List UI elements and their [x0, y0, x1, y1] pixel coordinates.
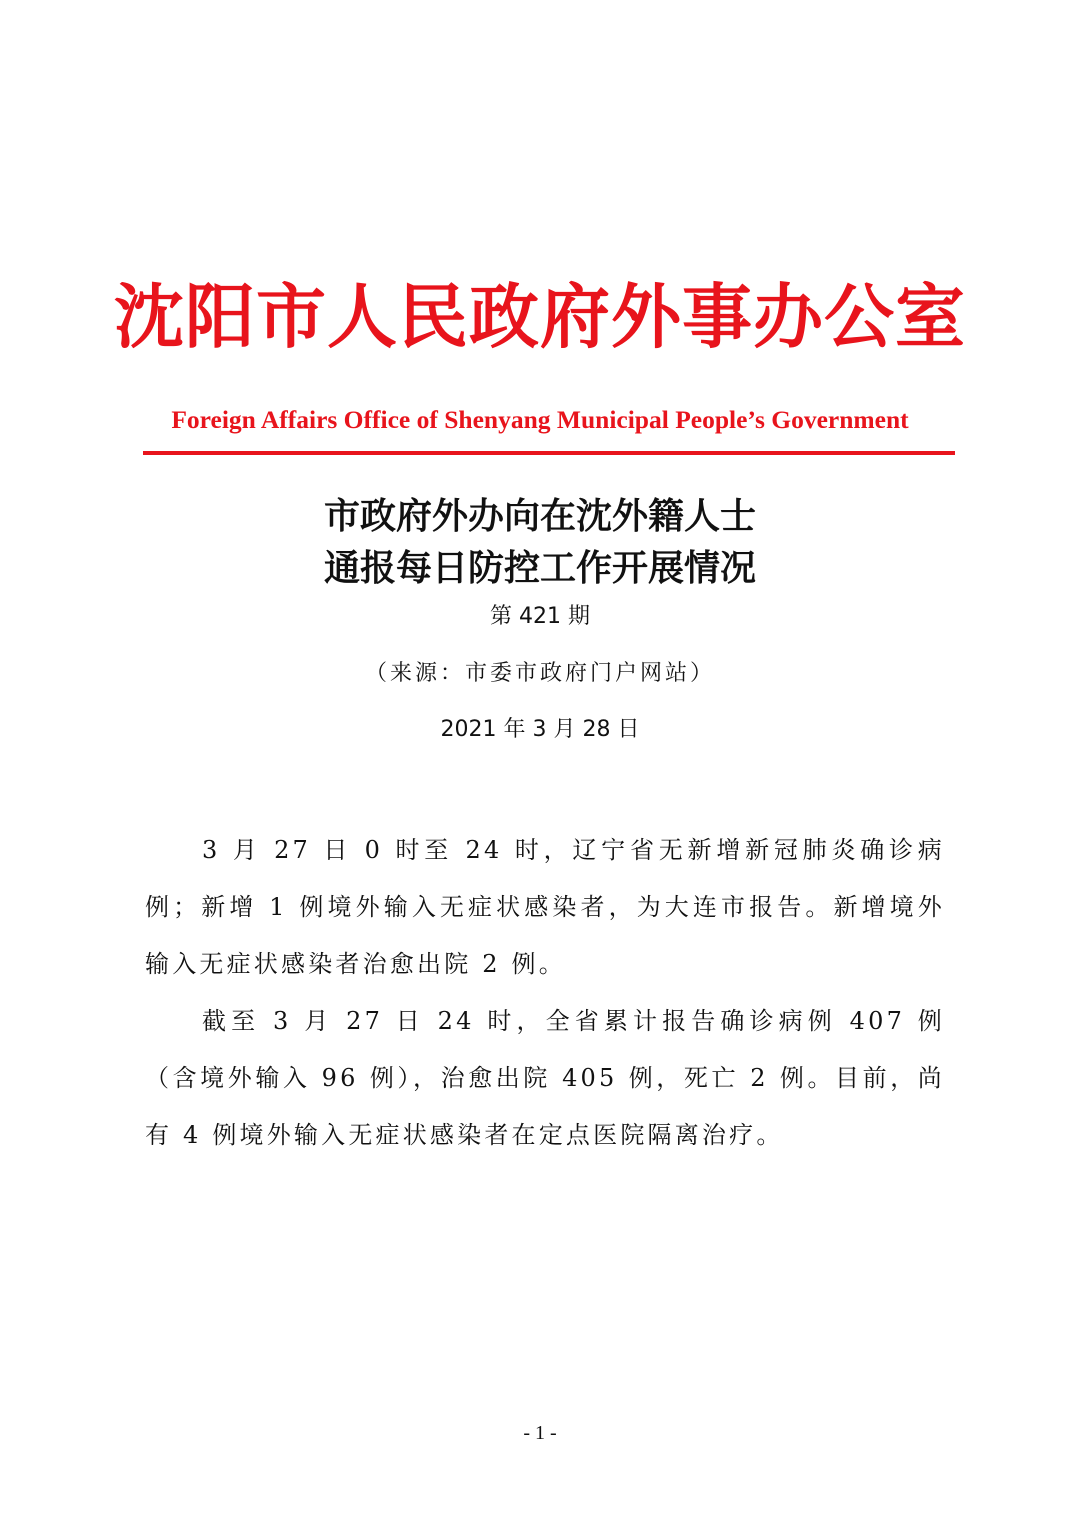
org-name-chinese: 沈阳市人民政府外事办公室 [114, 275, 966, 358]
publication-date: 2021 年 3 月 28 日 [440, 717, 640, 742]
page-number: - 1 - [523, 1422, 557, 1444]
body-content [145, 822, 945, 1164]
org-name-english: Foreign Affairs Office of Shenyang Municipal People’s Government [171, 405, 909, 434]
issue-number: 第 421 期 [490, 604, 590, 629]
body-paragraph: 3 月 27 日 0 时至 24 时，辽宁省无新增新冠肺炎确诊病例；新增 1 例境外输入无症状感染者，为大连市报告。新增境外输入无症状感染者治愈出院 2 例。 [145, 836, 945, 978]
document-title-line-2: 通报每日防控工作开展情况 [323, 547, 756, 589]
header-divider [143, 451, 955, 455]
source-note: （来源：市委市政府门户网站） [364, 661, 715, 686]
document-title-line-1: 市政府外办向在沈外籍人士 [323, 495, 756, 537]
body-paragraph: 截至 3 月 27 日 24 时，全省累计报告确诊病例 407 例（含境外输入 96 例），治愈出院 405 例，死亡 2 例。目前，尚有 4 例境外输入无症状感染者在定点医院隔离治疗。 [145, 1007, 945, 1149]
